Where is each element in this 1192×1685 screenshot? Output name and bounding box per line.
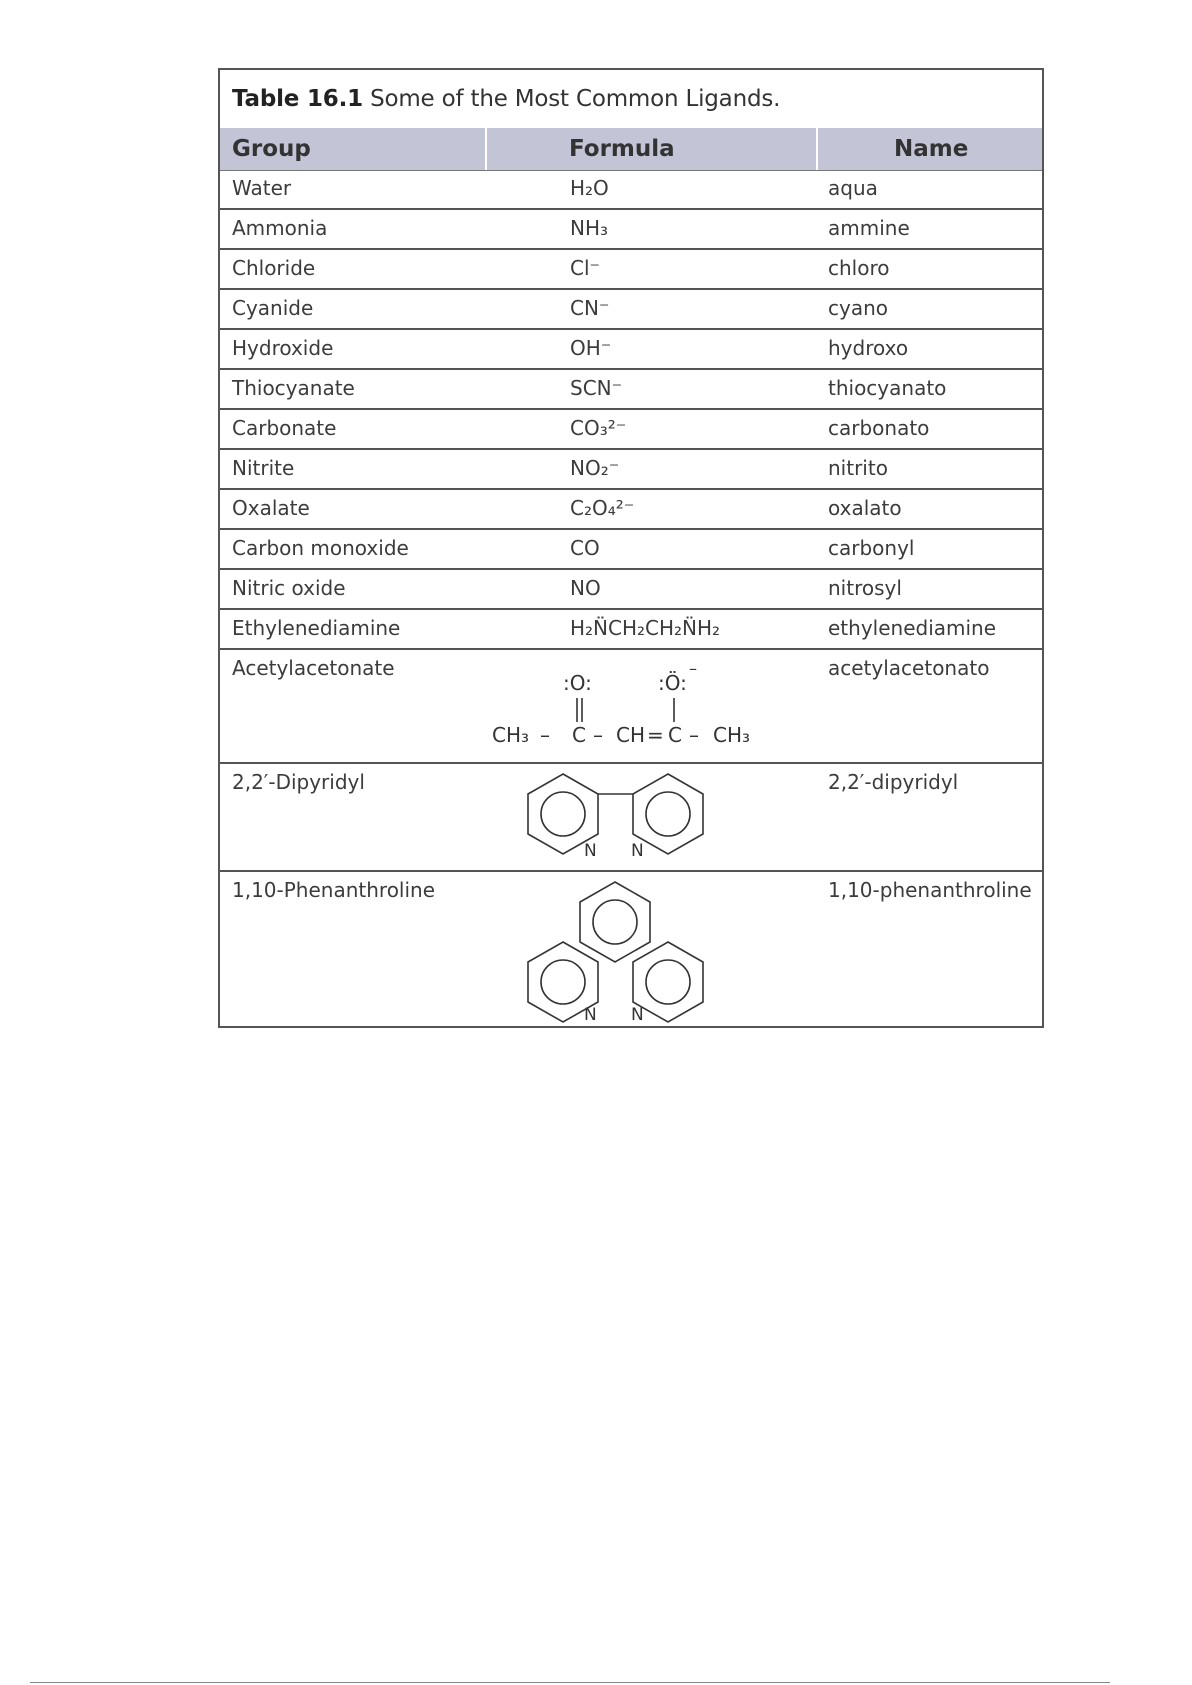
cell-group: Thiocyanate [232, 376, 355, 400]
cell-group: Oxalate [232, 496, 310, 520]
cell-name: cyano [828, 296, 888, 320]
table-row [220, 530, 1042, 570]
cell-group: Nitric oxide [232, 576, 346, 600]
cell-group: Hydroxide [232, 336, 334, 360]
cell-name: thiocyanato [828, 376, 947, 400]
table-row [220, 570, 1042, 610]
aromatic-circle [593, 900, 637, 944]
cell-group: Cyanide [232, 296, 314, 320]
nitrogen-label: N [584, 1005, 597, 1024]
cell-name: oxalato [828, 496, 902, 520]
table-row [220, 410, 1042, 450]
table-number: Table 16.1 [232, 86, 363, 112]
aromatic-circle [541, 792, 585, 836]
cell-formula: SCN⁻ [570, 376, 623, 400]
bond-2: – [593, 723, 603, 747]
cell-group: Acetylacetonate [232, 656, 395, 680]
header-separator [816, 128, 818, 170]
cell-formula: H₂O [570, 176, 609, 200]
header-name: Name [894, 136, 969, 162]
cell-group: Water [232, 176, 292, 200]
cell-formula: OH⁻ [570, 336, 612, 360]
table-row [220, 250, 1042, 290]
cell-formula: CO [570, 536, 600, 560]
nitrogen-label: N [584, 841, 597, 861]
carbonyl-oxygen: :O: [563, 671, 592, 695]
cell-name: chloro [828, 256, 890, 280]
page-divider [30, 1682, 1110, 1683]
table-title: Some of the Most Common Ligands. [370, 86, 781, 112]
cell-formula: CN⁻ [570, 296, 610, 320]
table-row [220, 170, 1042, 210]
cell-group: Ammonia [232, 216, 328, 240]
cell-name: 2,2′-dipyridyl [828, 770, 959, 794]
vertical-bonds [577, 698, 674, 722]
header-group: Group [232, 136, 311, 162]
phenanthroline-structure [478, 872, 778, 1024]
table-row [220, 872, 1042, 1026]
table-row [220, 330, 1042, 370]
bond-1: – [540, 723, 550, 747]
methine: CH [616, 723, 646, 747]
cell-name: 1,10-phenanthroline [828, 878, 1032, 902]
bond-3: – [689, 723, 699, 747]
header-formula: Formula [569, 136, 675, 162]
cell-group: Carbonate [232, 416, 337, 440]
cell-group: 2,2′-Dipyridyl [232, 770, 365, 794]
enolate-oxygen: :Ö: [658, 671, 687, 695]
cell-group: 1,10-Phenanthroline [232, 878, 436, 902]
aromatic-circle [646, 960, 690, 1004]
cell-name: aqua [828, 176, 878, 200]
table-row [220, 450, 1042, 490]
cell-name: nitrosyl [828, 576, 902, 600]
methyl-right: CH₃ [713, 723, 751, 747]
cell-group: Nitrite [232, 456, 295, 480]
cell-formula: NH₃ [570, 216, 609, 240]
ligands-table [218, 68, 1044, 1028]
acetylacetonate-structure [478, 650, 778, 762]
cell-formula: CO₃²⁻ [570, 416, 627, 440]
nitrogen-label: N [631, 841, 644, 861]
table-header [220, 128, 1042, 171]
cell-name: ethylenediamine [828, 616, 997, 640]
cell-name: acetylacetonato [828, 656, 990, 680]
table-row [220, 490, 1042, 530]
aromatic-circle [646, 792, 690, 836]
table-row [220, 610, 1042, 650]
cell-formula: C₂O₄²⁻ [570, 496, 635, 520]
table-caption [232, 86, 780, 112]
cell-name: hydroxo [828, 336, 909, 360]
table-row [220, 764, 1042, 872]
negative-charge: – [689, 659, 697, 678]
cell-name: nitrito [828, 456, 888, 480]
cell-formula: NO [570, 576, 601, 600]
cell-formula: Cl⁻ [570, 256, 601, 280]
carbon-right: C [668, 723, 682, 747]
cell-formula: NO₂⁻ [570, 456, 620, 480]
cell-name: ammine [828, 216, 910, 240]
table-row [220, 290, 1042, 330]
cell-group: Ethylenediamine [232, 616, 401, 640]
cell-name: carbonato [828, 416, 930, 440]
table-row [220, 210, 1042, 250]
cell-group: Chloride [232, 256, 316, 280]
cell-name: carbonyl [828, 536, 915, 560]
nitrogen-label: N [631, 1005, 644, 1024]
dipyridyl-structure [478, 764, 778, 870]
carbon-left: C [572, 723, 586, 747]
table-row [220, 650, 1042, 764]
double-bond: = [647, 723, 664, 747]
cell-group: Carbon monoxide [232, 536, 409, 560]
central-ring [580, 882, 650, 962]
aromatic-circle [541, 960, 585, 1004]
table-row [220, 370, 1042, 410]
cell-formula: H₂N̈CH₂CH₂N̈H₂ [570, 616, 721, 640]
methyl-left: CH₃ [492, 723, 530, 747]
header-separator [485, 128, 487, 170]
